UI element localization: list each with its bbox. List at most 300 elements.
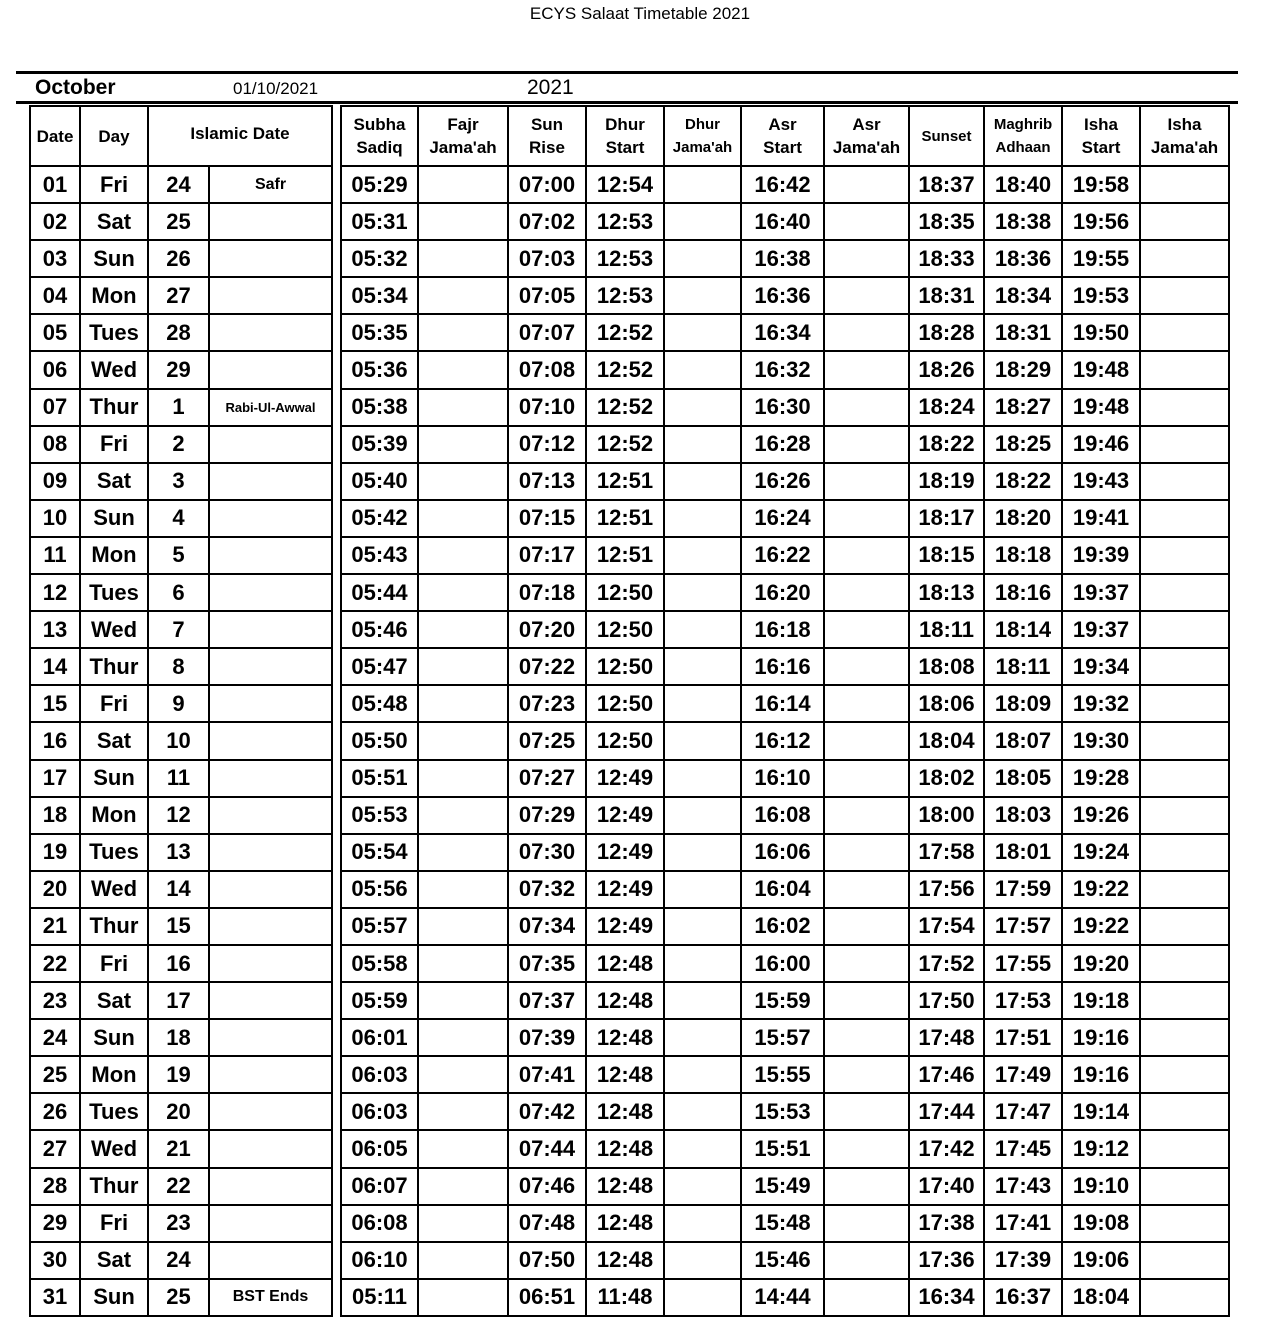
cell-sunrise: 07:05 (508, 277, 586, 314)
cell-asrj (824, 351, 909, 388)
cell-day: Wed (80, 871, 148, 908)
cell-isha: 19:14 (1062, 1093, 1140, 1130)
cell-fajr (418, 166, 508, 203)
cell-sunset: 17:58 (909, 834, 984, 871)
cell-asr: 16:26 (741, 463, 824, 500)
cell-idate: 10 (148, 722, 209, 759)
cell-dhur: 12:49 (586, 797, 664, 834)
cell-asrj (824, 203, 909, 240)
cell-dhurj (664, 574, 741, 611)
table-row (341, 760, 1229, 797)
cell-date: 17 (30, 760, 80, 797)
cell-asrj (824, 1019, 909, 1056)
cell-sunrise: 07:15 (508, 500, 586, 537)
cell-ishaj (1140, 240, 1229, 277)
cell-sunrise: 07:32 (508, 871, 586, 908)
cell-idate: 26 (148, 240, 209, 277)
cell-dhur: 11:48 (586, 1279, 664, 1316)
cell-dhur: 12:50 (586, 611, 664, 648)
cell-dhur: 12:50 (586, 574, 664, 611)
cell-subha: 05:58 (341, 945, 418, 982)
cell-day: Fri (80, 685, 148, 722)
cell-asr: 16:38 (741, 240, 824, 277)
cell-isha: 19:46 (1062, 426, 1140, 463)
cell-ishaj (1140, 537, 1229, 574)
cell-maghrib: 17:49 (984, 1056, 1062, 1093)
cell-subha: 06:03 (341, 1093, 418, 1130)
cell-imonth (209, 574, 332, 611)
cell-idate: 25 (148, 1279, 209, 1316)
cell-isha: 19:24 (1062, 834, 1140, 871)
cell-sunset: 17:42 (909, 1130, 984, 1167)
cell-subha: 05:39 (341, 426, 418, 463)
cell-isha: 19:12 (1062, 1130, 1140, 1167)
cell-imonth: Safr (209, 166, 332, 203)
cell-date: 31 (30, 1279, 80, 1316)
table-row (30, 1130, 332, 1167)
cell-subha: 05:32 (341, 240, 418, 277)
cell-dhur: 12:48 (586, 1093, 664, 1130)
cell-day: Mon (80, 277, 148, 314)
col-fajr-jamaah: Fajr Jama'ah (418, 106, 508, 166)
cell-asr: 16:06 (741, 834, 824, 871)
col-asr-start: Asr Start (741, 106, 824, 166)
table-row (341, 1279, 1229, 1316)
cell-maghrib: 16:37 (984, 1279, 1062, 1316)
cell-idate: 20 (148, 1093, 209, 1130)
cell-ishaj (1140, 314, 1229, 351)
cell-asr: 16:16 (741, 648, 824, 685)
col-sunset: Sunset (909, 106, 984, 166)
cell-asr: 16:40 (741, 203, 824, 240)
cell-dhur: 12:52 (586, 426, 664, 463)
cell-subha: 06:01 (341, 1019, 418, 1056)
cell-asrj (824, 1242, 909, 1279)
cell-fajr (418, 574, 508, 611)
cell-fajr (418, 351, 508, 388)
cell-sunrise: 07:18 (508, 574, 586, 611)
cell-dhur: 12:48 (586, 1168, 664, 1205)
cell-sunrise: 07:12 (508, 426, 586, 463)
cell-date: 24 (30, 1019, 80, 1056)
cell-ishaj (1140, 945, 1229, 982)
cell-fajr (418, 1279, 508, 1316)
cell-asr: 16:12 (741, 722, 824, 759)
cell-sunrise: 07:13 (508, 463, 586, 500)
cell-sunset: 18:31 (909, 277, 984, 314)
table-row (341, 871, 1229, 908)
table-row (30, 871, 332, 908)
table-row (341, 500, 1229, 537)
cell-fajr (418, 1168, 508, 1205)
table-row (341, 722, 1229, 759)
cell-date: 29 (30, 1205, 80, 1242)
cell-asrj (824, 1056, 909, 1093)
cell-imonth (209, 611, 332, 648)
cell-fajr (418, 982, 508, 1019)
table-row (30, 982, 332, 1019)
col-asr-jamaah: Asr Jama'ah (824, 106, 909, 166)
cell-ishaj (1140, 203, 1229, 240)
cell-day: Wed (80, 351, 148, 388)
cell-asrj (824, 908, 909, 945)
cell-isha: 19:39 (1062, 537, 1140, 574)
cell-sunrise: 07:03 (508, 240, 586, 277)
col-date: Date (30, 106, 80, 166)
cell-date: 10 (30, 500, 80, 537)
cell-sunset: 18:11 (909, 611, 984, 648)
cell-dhur: 12:52 (586, 351, 664, 388)
cell-day: Fri (80, 426, 148, 463)
cell-subha: 05:43 (341, 537, 418, 574)
cell-date: 15 (30, 685, 80, 722)
cell-sunrise: 07:34 (508, 908, 586, 945)
cell-dhur: 12:49 (586, 908, 664, 945)
cell-sunrise: 07:44 (508, 1130, 586, 1167)
cell-date: 04 (30, 277, 80, 314)
cell-sunrise: 07:29 (508, 797, 586, 834)
date-table (29, 105, 333, 1317)
cell-day: Sun (80, 760, 148, 797)
table-row (30, 314, 332, 351)
table-row (30, 463, 332, 500)
cell-fajr (418, 314, 508, 351)
cell-subha: 05:44 (341, 574, 418, 611)
cell-date: 23 (30, 982, 80, 1019)
cell-dhurj (664, 314, 741, 351)
cell-asr: 15:53 (741, 1093, 824, 1130)
cell-maghrib: 18:11 (984, 648, 1062, 685)
cell-imonth (209, 1168, 332, 1205)
cell-idate: 18 (148, 1019, 209, 1056)
cell-date: 20 (30, 871, 80, 908)
table-row (341, 1242, 1229, 1279)
table-row (341, 1168, 1229, 1205)
cell-isha: 19:56 (1062, 203, 1140, 240)
cell-day: Tues (80, 1093, 148, 1130)
cell-subha: 05:42 (341, 500, 418, 537)
cell-asr: 16:42 (741, 166, 824, 203)
cell-maghrib: 18:01 (984, 834, 1062, 871)
cell-sunset: 18:26 (909, 351, 984, 388)
cell-ishaj (1140, 426, 1229, 463)
cell-maghrib: 17:51 (984, 1019, 1062, 1056)
cell-fajr (418, 277, 508, 314)
cell-day: Fri (80, 1205, 148, 1242)
cell-idate: 13 (148, 834, 209, 871)
cell-fajr (418, 463, 508, 500)
cell-isha: 19:43 (1062, 463, 1140, 500)
cell-sunset: 17:56 (909, 871, 984, 908)
cell-sunset: 17:48 (909, 1019, 984, 1056)
cell-dhur: 12:48 (586, 1205, 664, 1242)
cell-dhurj (664, 722, 741, 759)
table-row (30, 389, 332, 426)
table-row (341, 203, 1229, 240)
cell-subha: 05:47 (341, 648, 418, 685)
table-row (30, 240, 332, 277)
cell-sunset: 18:15 (909, 537, 984, 574)
table-row (341, 1205, 1229, 1242)
cell-maghrib: 18:29 (984, 351, 1062, 388)
cell-subha: 05:38 (341, 389, 418, 426)
cell-sunrise: 07:00 (508, 166, 586, 203)
cell-fajr (418, 1205, 508, 1242)
cell-sunrise: 07:22 (508, 648, 586, 685)
cell-ishaj (1140, 500, 1229, 537)
cell-subha: 05:59 (341, 982, 418, 1019)
cell-imonth (209, 1205, 332, 1242)
cell-maghrib: 18:18 (984, 537, 1062, 574)
table-row (341, 1130, 1229, 1167)
cell-asrj (824, 426, 909, 463)
cell-idate: 27 (148, 277, 209, 314)
cell-maghrib: 17:47 (984, 1093, 1062, 1130)
cell-asr: 15:57 (741, 1019, 824, 1056)
cell-maghrib: 18:16 (984, 574, 1062, 611)
cell-imonth: Rabi-Ul-Awwal (209, 389, 332, 426)
table-row (30, 722, 332, 759)
cell-ishaj (1140, 166, 1229, 203)
cell-sunset: 17:46 (909, 1056, 984, 1093)
cell-dhur: 12:49 (586, 871, 664, 908)
cell-subha: 06:10 (341, 1242, 418, 1279)
cell-sunset: 16:34 (909, 1279, 984, 1316)
cell-fajr (418, 389, 508, 426)
cell-isha: 19:37 (1062, 574, 1140, 611)
cell-dhurj (664, 389, 741, 426)
cell-asr: 16:00 (741, 945, 824, 982)
cell-maghrib: 17:59 (984, 871, 1062, 908)
table-row (30, 1242, 332, 1279)
cell-isha: 19:50 (1062, 314, 1140, 351)
cell-isha: 19:20 (1062, 945, 1140, 982)
cell-idate: 6 (148, 574, 209, 611)
cell-fajr (418, 760, 508, 797)
cell-dhurj (664, 685, 741, 722)
top-rule (16, 71, 1238, 74)
cell-day: Mon (80, 537, 148, 574)
cell-asr: 16:10 (741, 760, 824, 797)
cell-imonth (209, 982, 332, 1019)
cell-asrj (824, 982, 909, 1019)
cell-dhur: 12:48 (586, 945, 664, 982)
cell-asr: 16:30 (741, 389, 824, 426)
cell-imonth (209, 1019, 332, 1056)
cell-subha: 05:50 (341, 722, 418, 759)
cell-fajr (418, 908, 508, 945)
cell-isha: 19:48 (1062, 389, 1140, 426)
table-row (30, 426, 332, 463)
cell-maghrib: 18:14 (984, 611, 1062, 648)
cell-ishaj (1140, 389, 1229, 426)
cell-asr: 16:32 (741, 351, 824, 388)
cell-idate: 19 (148, 1056, 209, 1093)
cell-date: 13 (30, 611, 80, 648)
table-row (341, 1093, 1229, 1130)
cell-isha: 19:32 (1062, 685, 1140, 722)
cell-date: 01 (30, 166, 80, 203)
cell-fajr (418, 685, 508, 722)
cell-sunrise: 07:02 (508, 203, 586, 240)
cell-imonth (209, 426, 332, 463)
header-year: 2021 (527, 76, 574, 99)
table-row (341, 834, 1229, 871)
cell-ishaj (1140, 574, 1229, 611)
cell-ishaj (1140, 1093, 1229, 1130)
prayer-times-table (340, 105, 1230, 1317)
cell-date: 21 (30, 908, 80, 945)
cell-sunrise: 07:35 (508, 945, 586, 982)
cell-dhur: 12:48 (586, 1130, 664, 1167)
cell-sunset: 18:00 (909, 797, 984, 834)
cell-asr: 15:49 (741, 1168, 824, 1205)
cell-day: Fri (80, 166, 148, 203)
cell-dhurj (664, 648, 741, 685)
table-row (341, 982, 1229, 1019)
cell-dhurj (664, 426, 741, 463)
cell-day: Sat (80, 1242, 148, 1279)
header-month: October (35, 76, 116, 99)
cell-fajr (418, 1130, 508, 1167)
cell-sunrise: 07:17 (508, 537, 586, 574)
cell-maghrib: 18:05 (984, 760, 1062, 797)
table-row (30, 760, 332, 797)
cell-ishaj (1140, 1279, 1229, 1316)
cell-ishaj (1140, 1168, 1229, 1205)
cell-dhurj (664, 1242, 741, 1279)
page-title: ECYS Salaat Timetable 2021 (529, 4, 751, 23)
cell-asrj (824, 834, 909, 871)
cell-dhurj (664, 1019, 741, 1056)
cell-dhurj (664, 1205, 741, 1242)
cell-dhur: 12:51 (586, 537, 664, 574)
cell-day: Tues (80, 834, 148, 871)
cell-asr: 16:18 (741, 611, 824, 648)
cell-sunset: 18:08 (909, 648, 984, 685)
cell-maghrib: 17:57 (984, 908, 1062, 945)
header-date: 01/10/2021 (233, 79, 319, 98)
cell-dhurj (664, 1279, 741, 1316)
cell-dhur: 12:50 (586, 722, 664, 759)
cell-asr: 16:08 (741, 797, 824, 834)
table-row (341, 351, 1229, 388)
table-row (30, 1056, 332, 1093)
cell-asrj (824, 277, 909, 314)
cell-day: Sat (80, 203, 148, 240)
table-row (30, 611, 332, 648)
cell-idate: 9 (148, 685, 209, 722)
cell-imonth (209, 1093, 332, 1130)
cell-idate: 23 (148, 1205, 209, 1242)
table-row (30, 1093, 332, 1130)
cell-dhurj (664, 797, 741, 834)
cell-asr: 16:04 (741, 871, 824, 908)
cell-idate: 3 (148, 463, 209, 500)
cell-asrj (824, 1130, 909, 1167)
cell-day: Sat (80, 463, 148, 500)
cell-asr: 16:36 (741, 277, 824, 314)
cell-subha: 05:46 (341, 611, 418, 648)
cell-isha: 19:58 (1062, 166, 1140, 203)
cell-date: 28 (30, 1168, 80, 1205)
col-day: Day (80, 106, 148, 166)
cell-asr: 15:51 (741, 1130, 824, 1167)
cell-idate: 8 (148, 648, 209, 685)
table-row (341, 1056, 1229, 1093)
cell-day: Mon (80, 1056, 148, 1093)
cell-isha: 19:22 (1062, 908, 1140, 945)
cell-fajr (418, 240, 508, 277)
cell-date: 02 (30, 203, 80, 240)
cell-fajr (418, 1093, 508, 1130)
cell-dhur: 12:53 (586, 240, 664, 277)
cell-idate: 22 (148, 1168, 209, 1205)
cell-dhurj (664, 351, 741, 388)
cell-asr: 16:34 (741, 314, 824, 351)
cell-dhurj (664, 500, 741, 537)
cell-isha: 19:06 (1062, 1242, 1140, 1279)
cell-sunrise: 07:08 (508, 351, 586, 388)
cell-subha: 05:11 (341, 1279, 418, 1316)
cell-sunset: 18:33 (909, 240, 984, 277)
cell-sunrise: 07:20 (508, 611, 586, 648)
cell-maghrib: 18:27 (984, 389, 1062, 426)
cell-isha: 19:34 (1062, 648, 1140, 685)
table-row (341, 166, 1229, 203)
cell-sunset: 18:06 (909, 685, 984, 722)
cell-idate: 28 (148, 314, 209, 351)
cell-asr: 16:22 (741, 537, 824, 574)
cell-date: 19 (30, 834, 80, 871)
cell-fajr (418, 797, 508, 834)
cell-fajr (418, 426, 508, 463)
cell-dhurj (664, 1168, 741, 1205)
cell-date: 27 (30, 1130, 80, 1167)
cell-fajr (418, 203, 508, 240)
table-row (341, 797, 1229, 834)
cell-date: 11 (30, 537, 80, 574)
cell-maghrib: 18:31 (984, 314, 1062, 351)
cell-asrj (824, 574, 909, 611)
table-row (341, 537, 1229, 574)
cell-date: 14 (30, 648, 80, 685)
cell-dhur: 12:51 (586, 463, 664, 500)
cell-dhur: 12:50 (586, 648, 664, 685)
col-subha-sadiq: Subha Sadiq (341, 106, 418, 166)
cell-dhur: 12:52 (586, 314, 664, 351)
cell-sunrise: 07:46 (508, 1168, 586, 1205)
cell-date: 09 (30, 463, 80, 500)
table-row (30, 500, 332, 537)
cell-isha: 19:53 (1062, 277, 1140, 314)
cell-sunset: 17:36 (909, 1242, 984, 1279)
cell-imonth (209, 1242, 332, 1279)
cell-idate: 29 (148, 351, 209, 388)
cell-subha: 05:34 (341, 277, 418, 314)
cell-sunset: 18:22 (909, 426, 984, 463)
cell-dhur: 12:53 (586, 203, 664, 240)
cell-ishaj (1140, 351, 1229, 388)
cell-ishaj (1140, 463, 1229, 500)
cell-asr: 16:24 (741, 500, 824, 537)
cell-fajr (418, 648, 508, 685)
cell-day: Wed (80, 611, 148, 648)
cell-date: 08 (30, 426, 80, 463)
cell-isha: 19:30 (1062, 722, 1140, 759)
table-row (30, 945, 332, 982)
cell-dhurj (664, 166, 741, 203)
